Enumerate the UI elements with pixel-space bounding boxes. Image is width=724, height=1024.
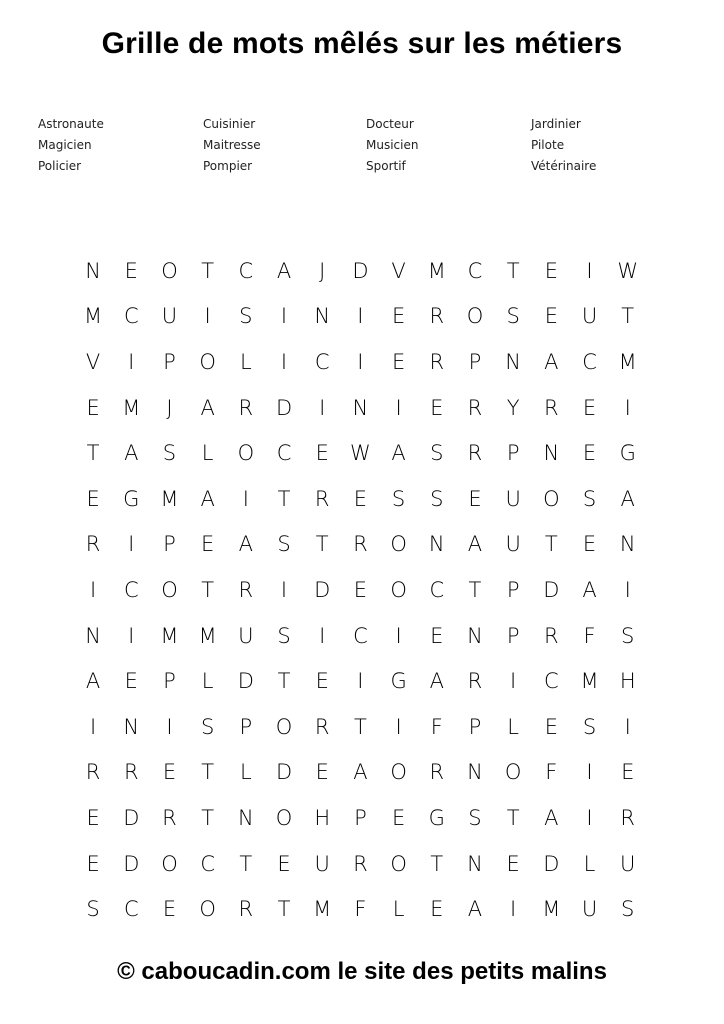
grid-letter: T	[468, 577, 482, 602]
grid-letter: C	[353, 623, 368, 648]
grid-letter: C	[238, 258, 254, 283]
grid-letter: C	[123, 577, 139, 602]
grid-letter: I	[280, 304, 288, 329]
grid-letter: P	[163, 349, 176, 374]
grid-letter: C	[582, 349, 597, 374]
grid-letter: C	[276, 441, 292, 466]
grid-letter: A	[544, 349, 559, 374]
word-list-item: Jardinier	[531, 117, 581, 131]
grid-letter: M	[427, 258, 446, 283]
grid-letter: T	[353, 714, 367, 739]
grid-letter: L	[201, 441, 214, 466]
grid-letter: G	[123, 486, 140, 511]
grid-letter: O	[161, 577, 178, 602]
grid-letter: E	[86, 805, 100, 830]
grid-letter: C	[123, 304, 139, 329]
grid-letter: G	[619, 441, 636, 466]
grid-letter: O	[275, 714, 293, 739]
grid-letter: N	[467, 851, 483, 876]
grid-letter: R	[238, 395, 254, 420]
grid-letter: E	[544, 258, 558, 283]
grid-letter: E	[201, 532, 215, 557]
word-list-item: Vétérinaire	[531, 159, 597, 173]
grid-letter: W	[617, 258, 639, 283]
grid-letter: J	[319, 258, 326, 283]
grid-letter: C	[123, 897, 139, 922]
grid-letter: I	[357, 304, 364, 329]
grid-letter: C	[467, 258, 483, 283]
grid-letter: U	[505, 486, 521, 511]
grid-letter: O	[161, 258, 178, 283]
grid-letter: S	[200, 714, 215, 739]
grid-letter: T	[277, 486, 291, 511]
grid-letter: A	[467, 897, 483, 922]
grid-letter: S	[582, 714, 597, 739]
grid-letter: D	[275, 395, 293, 420]
grid-letter: D	[543, 577, 560, 602]
grid-letter: A	[544, 805, 559, 830]
grid-letter: R	[314, 714, 330, 739]
grid-letter: F	[545, 760, 558, 785]
grid-letter: D	[314, 577, 331, 602]
grid-letter: L	[583, 851, 596, 876]
grid-letter: S	[468, 805, 482, 830]
grid-letter: M	[160, 486, 179, 511]
grid-letter: I	[128, 532, 135, 557]
grid-letter: R	[238, 897, 254, 922]
grid-letter: C	[314, 349, 330, 374]
grid-letter: H	[314, 805, 331, 830]
grid-letter: O	[466, 304, 484, 329]
word-list-item: Pompier	[203, 159, 253, 173]
grid-letter: I	[624, 577, 631, 602]
word-list	[38, 114, 678, 177]
grid-letter: C	[200, 851, 215, 876]
grid-letter: I	[357, 349, 364, 374]
grid-letter: S	[430, 486, 444, 511]
grid-letter: A	[85, 669, 101, 694]
grid-letter: S	[621, 623, 635, 648]
grid-letter: I	[510, 897, 517, 922]
word-list-item: Policier	[38, 159, 82, 173]
grid-letter: N	[619, 532, 636, 557]
grid-letter: T	[315, 532, 329, 557]
grid-letter: R	[467, 441, 483, 466]
grid-letter: N	[467, 760, 483, 785]
grid-letter: E	[86, 395, 100, 420]
grid-letter: O	[161, 851, 178, 876]
grid-letter: A	[429, 669, 444, 694]
grid-letter: I	[624, 714, 631, 739]
grid-letter: A	[620, 486, 635, 511]
grid-letter: A	[124, 441, 139, 466]
grid-letter: I	[280, 349, 288, 374]
grid-letter: P	[239, 714, 253, 739]
grid-letter: T	[621, 304, 635, 329]
grid-letter: D	[275, 760, 293, 785]
grid-letter: A	[276, 258, 292, 283]
grid-letter: P	[354, 805, 367, 830]
grid-letter: E	[162, 897, 177, 922]
page-title: Grille de mots mêlés sur les métiers	[101, 27, 623, 60]
grid-letter: Y	[506, 395, 520, 420]
grid-letter: T	[506, 805, 520, 830]
word-list-item: Docteur	[366, 117, 414, 131]
grid-letter: A	[200, 486, 215, 511]
grid-letter: W	[350, 441, 371, 466]
grid-letter: M	[84, 304, 103, 329]
word-list-item: Magicien	[38, 138, 92, 152]
grid-letter: R	[353, 532, 368, 557]
grid-letter: F	[583, 623, 596, 648]
grid-letter: O	[237, 441, 255, 466]
grid-letter: R	[85, 760, 101, 785]
grid-letter: T	[201, 577, 215, 602]
grid-letter: P	[468, 714, 482, 739]
grid-letter: G	[390, 669, 407, 694]
grid-letter: E	[391, 349, 406, 374]
grid-letter: R	[353, 851, 368, 876]
grid-letter: I	[510, 669, 517, 694]
grid-letter: E	[582, 532, 597, 557]
grid-letter: I	[242, 486, 249, 511]
grid-letter: R	[314, 486, 330, 511]
grid-letter: N	[352, 395, 369, 420]
grid-letter: I	[395, 395, 402, 420]
grid-letter: E	[430, 395, 444, 420]
grid-letter: I	[586, 760, 593, 785]
grid-letter: R	[620, 805, 636, 830]
grid-letter: E	[391, 304, 406, 329]
grid-letter: C	[544, 669, 559, 694]
grid-letter: U	[581, 897, 598, 922]
grid-letter: I	[319, 395, 326, 420]
grid-letter: S	[277, 623, 291, 648]
grid-letter: R	[467, 669, 483, 694]
grid-letter: E	[353, 577, 368, 602]
grid-letter: I	[395, 623, 402, 648]
grid-letter: M	[542, 897, 561, 922]
grid-letter: P	[506, 623, 520, 648]
grid-letter: E	[544, 714, 558, 739]
grid-letter: J	[166, 395, 173, 420]
grid-letter: T	[430, 851, 444, 876]
grid-letter: R	[429, 304, 445, 329]
grid-letter: N	[314, 304, 331, 329]
grid-letter: A	[582, 577, 597, 602]
grid-letter: P	[506, 441, 520, 466]
grid-letter: S	[162, 441, 177, 466]
grid-letter: I	[166, 714, 173, 739]
grid-letter: S	[430, 441, 444, 466]
grid-letter: F	[430, 714, 443, 739]
grid-letter: L	[392, 897, 405, 922]
grid-letter: S	[391, 486, 406, 511]
grid-letter: E	[430, 897, 444, 922]
word-list-item: Sportif	[366, 159, 406, 173]
grid-letter: V	[85, 349, 101, 374]
grid-letter: E	[582, 441, 597, 466]
grid-letter: R	[544, 623, 559, 648]
grid-letter: R	[544, 395, 559, 420]
word-list-item: Pilote	[531, 138, 565, 152]
grid-letter: S	[239, 304, 253, 329]
grid-letter: E	[391, 805, 406, 830]
grid-letter: O	[390, 851, 407, 876]
grid-letter: O	[199, 897, 216, 922]
grid-letter: E	[124, 258, 138, 283]
grid-letter: F	[354, 897, 367, 922]
grid-letter: N	[543, 441, 560, 466]
grid-letter: T	[277, 669, 291, 694]
grid-letter: I	[280, 577, 288, 602]
grid-letter: R	[123, 760, 139, 785]
grid-letter: T	[544, 532, 558, 557]
grid-letter: N	[123, 714, 140, 739]
word-list-item: Astronaute	[38, 117, 104, 131]
grid-letter: U	[238, 623, 254, 648]
grid-letter: P	[468, 349, 482, 374]
grid-letter: A	[391, 441, 406, 466]
grid-letter: O	[390, 577, 407, 602]
grid-letter: I	[395, 714, 402, 739]
grid-letter: R	[85, 532, 101, 557]
grid-letter: R	[429, 349, 445, 374]
grid-letter: T	[506, 258, 520, 283]
grid-letter: E	[315, 669, 329, 694]
grid-letter: S	[506, 304, 520, 329]
grid-letter: S	[86, 897, 100, 922]
grid-letter: D	[352, 258, 369, 283]
grid-letter: E	[124, 669, 138, 694]
grid-letter: O	[543, 486, 560, 511]
grid-letter: R	[429, 760, 445, 785]
grid-letter: N	[428, 532, 445, 557]
grid-letter: I	[319, 623, 326, 648]
grid-letter: N	[237, 805, 254, 830]
grid-letter: O	[390, 532, 407, 557]
grid-letter: M	[618, 349, 637, 374]
word-list-item: Cuisinier	[203, 117, 256, 131]
grid-letter: O	[275, 805, 293, 830]
grid-letter: I	[128, 349, 135, 374]
footer-copyright: © caboucadin.com le site des petits malins	[117, 958, 607, 985]
grid-letter: U	[505, 532, 521, 557]
grid-letter: T	[86, 441, 100, 466]
grid-letter: E	[582, 395, 597, 420]
grid-letter: I	[586, 258, 593, 283]
grid-letter: N	[467, 623, 483, 648]
grid-letter: E	[544, 304, 558, 329]
grid-letter: M	[122, 395, 141, 420]
grid-letter: V	[391, 258, 406, 283]
grid-letter: U	[314, 851, 330, 876]
grid-letter: N	[505, 349, 522, 374]
grid-letter: P	[163, 532, 176, 557]
grid-letter: L	[239, 349, 252, 374]
grid-letter: L	[201, 669, 214, 694]
grid-letter: R	[467, 395, 483, 420]
grid-letter: M	[580, 669, 599, 694]
grid-letter: M	[160, 623, 179, 648]
grid-letter: I	[357, 669, 364, 694]
grid-letter: U	[581, 304, 598, 329]
grid-letter: U	[620, 851, 636, 876]
grid-letter: U	[161, 304, 178, 329]
grid-letter: M	[198, 623, 217, 648]
grid-letter: N	[85, 258, 101, 283]
grid-letter: A	[353, 760, 368, 785]
grid-letter: I	[89, 577, 97, 602]
grid-letter: R	[238, 577, 254, 602]
grid-letter: E	[86, 851, 100, 876]
grid-letter: I	[204, 304, 211, 329]
grid-letter: E	[277, 851, 291, 876]
grid-letter: E	[162, 760, 177, 785]
grid-letter: T	[201, 805, 215, 830]
grid-letter: A	[200, 395, 215, 420]
grid-letter: E	[430, 623, 444, 648]
grid-letter: E	[621, 760, 635, 785]
grid-letter: E	[86, 486, 100, 511]
grid-letter: P	[163, 669, 176, 694]
grid-letter: O	[390, 760, 407, 785]
grid-letter: I	[128, 623, 135, 648]
grid-letter: D	[123, 851, 140, 876]
grid-letter: G	[428, 805, 445, 830]
grid-letter: T	[201, 258, 215, 283]
grid-letter: R	[162, 805, 177, 830]
grid-letter: E	[315, 760, 329, 785]
grid-letter: D	[237, 669, 254, 694]
grid-letter: L	[239, 760, 252, 785]
word-list-item: Musicien	[366, 138, 419, 152]
grid-letter: M	[313, 897, 332, 922]
grid-letter: I	[586, 805, 593, 830]
grid-letter: E	[315, 441, 329, 466]
grid-letter: H	[619, 669, 636, 694]
grid-letter: P	[506, 577, 520, 602]
grid-letter: E	[468, 486, 482, 511]
grid-letter: S	[621, 897, 635, 922]
grid-letter: L	[507, 714, 519, 739]
letter-grid	[74, 248, 648, 932]
grid-letter: E	[353, 486, 368, 511]
grid-letter: S	[277, 532, 291, 557]
grid-letter: T	[277, 897, 291, 922]
grid-letter: I	[89, 714, 97, 739]
word-list-item: Maitresse	[203, 138, 261, 152]
grid-letter: S	[582, 486, 597, 511]
grid-letter: T	[239, 851, 253, 876]
grid-letter: N	[85, 623, 101, 648]
grid-letter: O	[199, 349, 216, 374]
grid-letter: A	[238, 532, 254, 557]
grid-letter: A	[467, 532, 483, 557]
grid-letter: D	[543, 851, 560, 876]
grid-letter: T	[201, 760, 215, 785]
grid-letter: I	[624, 395, 631, 420]
grid-letter: C	[429, 577, 445, 602]
grid-letter: O	[504, 760, 522, 785]
grid-letter: E	[506, 851, 520, 876]
grid-letter: D	[123, 805, 140, 830]
